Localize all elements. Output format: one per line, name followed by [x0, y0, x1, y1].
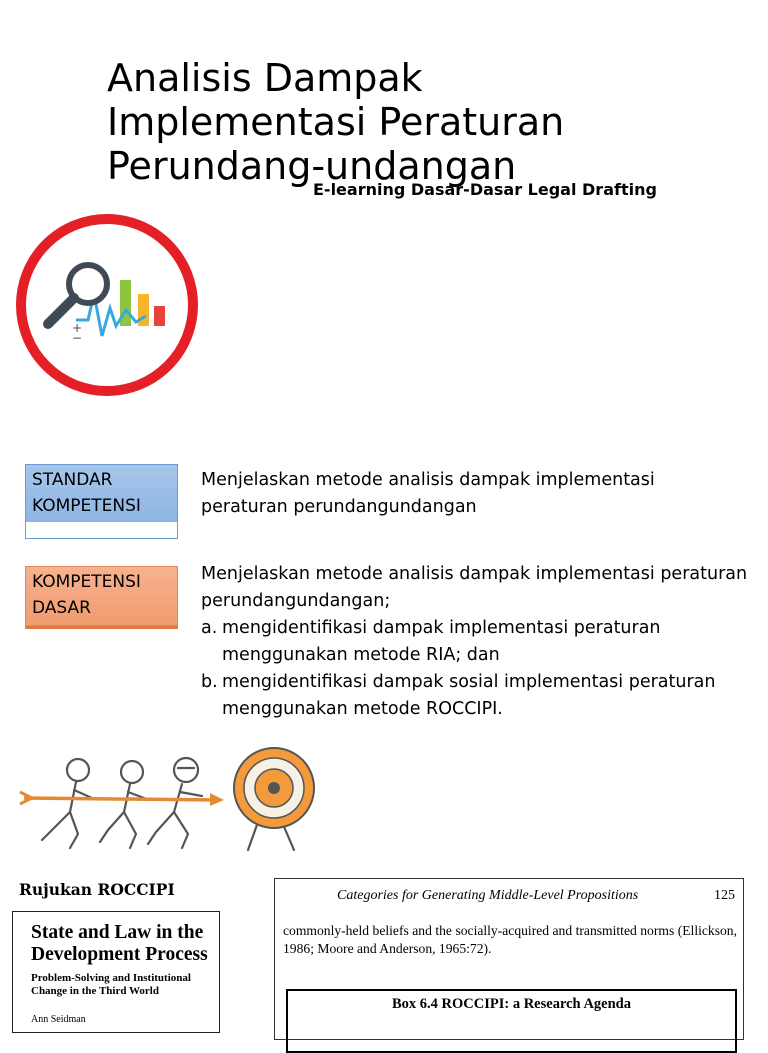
list-item	[201, 669, 751, 723]
book-title	[31, 922, 208, 966]
standar-kompetensi-box	[25, 464, 178, 539]
slide-subtitle: E-learning Dasar-Dasar Legal Drafting	[313, 180, 657, 199]
list-marker: b.	[201, 672, 218, 692]
book-subtitle-line-1: Problem-Solving and Institutional	[31, 972, 191, 984]
standar-kompetensi-description: Menjelaskan metode analisis dampak implementasi peraturan perundangundangan	[201, 470, 655, 517]
book-title-line-1: State and Law in the	[31, 922, 204, 943]
list-item-text: mengidentifikasi dampak sosial implementasi peraturan menggunakan metode ROCCIPI.	[222, 672, 716, 719]
slide-title	[107, 56, 667, 188]
roccipi-box-title: Box 6.4 ROCCIPI: a Research Agenda	[392, 996, 631, 1012]
list-marker: a.	[201, 618, 218, 638]
standar-label-line-1: STANDAR	[32, 470, 113, 490]
title-line-2: Implementasi Peraturan	[107, 100, 565, 144]
kompetensi-dasar-description	[201, 561, 751, 723]
list-item	[201, 615, 751, 669]
page-number: 125	[714, 888, 735, 903]
dasar-intro: Menjelaskan metode analisis dampak implementasi peraturan perundangundangan;	[201, 564, 748, 611]
book-subtitle-line-2: Change in the Third World	[31, 985, 159, 997]
dasar-label-line-2: DASAR	[32, 598, 91, 618]
team-target-illustration	[12, 742, 322, 860]
rujukan-heading: Rujukan ROCCIPI	[19, 880, 175, 899]
svg-text:−: −	[72, 331, 83, 345]
title-line-1: Analisis Dampak	[107, 56, 423, 100]
dasar-label-line-1: KOMPETENSI	[32, 572, 141, 592]
list-item-text: mengidentifikasi dampak implementasi peraturan menggunakan metode RIA; dan	[222, 618, 661, 665]
book-page-excerpt	[274, 878, 744, 1040]
book-author: Ann Seidman	[31, 1014, 86, 1025]
page-header: Categories for Generating Middle-Level Propositions	[337, 888, 639, 903]
roccipi-box	[286, 989, 737, 1053]
svg-text:+: +	[72, 321, 83, 335]
book-cover-image	[12, 911, 220, 1033]
book-title-line-2: Development Process	[31, 944, 208, 965]
magnifier-chart-icon	[14, 212, 200, 398]
book-subtitle	[31, 972, 191, 998]
page-text: commonly-held beliefs and the socially-acquired and transmitted norms (Ellickson, 1986; Moore and Anderson, 1965:72).	[283, 923, 737, 956]
title-line-3: Perundang-undangan	[107, 144, 517, 188]
kompetensi-dasar-box	[25, 566, 178, 626]
standar-label-line-2: KOMPETENSI	[32, 496, 141, 516]
